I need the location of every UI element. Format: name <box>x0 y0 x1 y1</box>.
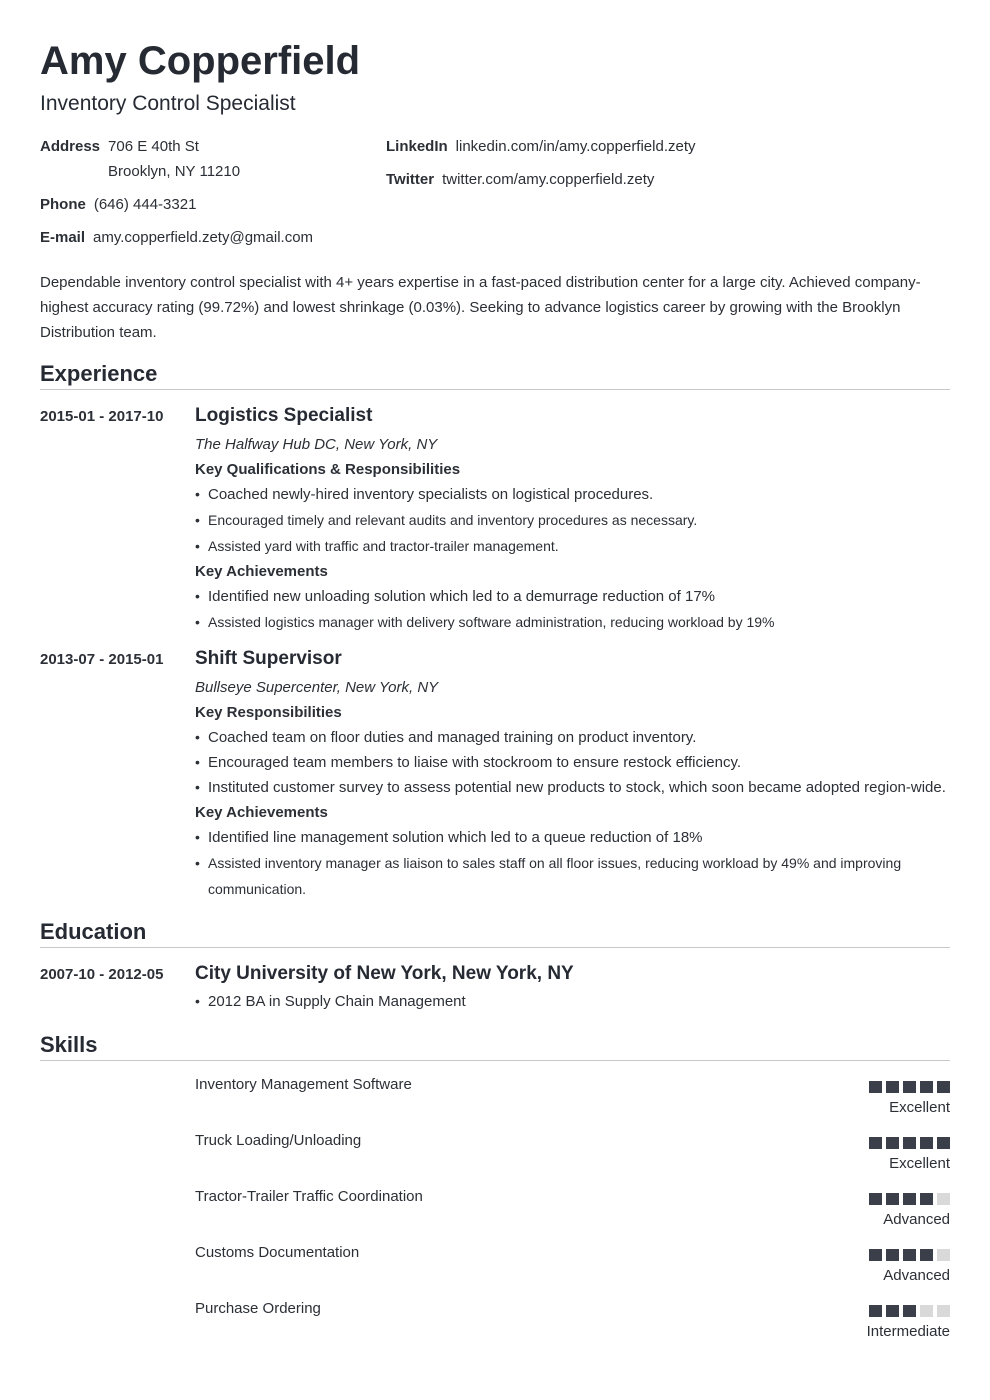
job-title-headline: Inventory Control Specialist <box>40 92 296 115</box>
rating-square-filled <box>920 1081 933 1093</box>
job-1-title: Logistics Specialist <box>195 405 373 426</box>
skill-name: Customs Documentation <box>195 1244 360 1261</box>
job-1-achievements-heading: Key Achievements <box>195 563 328 580</box>
job-1-company: The Halfway Hub DC, New York, NY <box>195 436 438 453</box>
education-details <box>195 989 955 1014</box>
skill-name: Truck Loading/Unloading <box>195 1132 362 1149</box>
twitter-block <box>386 167 654 192</box>
education-heading: Education <box>40 917 950 948</box>
email-label: E-mail <box>40 229 86 246</box>
rating-square-filled <box>903 1081 916 1093</box>
rating-square-filled <box>903 1137 916 1149</box>
address-line-2: Brooklyn, NY 11210 <box>108 163 241 180</box>
rating-square-filled <box>937 1081 950 1093</box>
list-item: • Instituted customer survey to assess potential new products to stock, which soon became adopted region-wide. <box>195 775 955 800</box>
job-2-responsibilities-heading: Key Responsibilities <box>195 704 342 721</box>
skill-level: Intermediate <box>866 1323 950 1340</box>
rating-square-filled <box>937 1137 950 1149</box>
job-2-company: Bullseye Supercenter, New York, NY <box>195 679 439 696</box>
job-2-entry <box>195 646 955 902</box>
job-2-achievements-heading: Key Achievements <box>195 804 328 821</box>
list-item: • Assisted inventory manager as liaison to sales staff on all floor issues, reducing workload by 49% and improving communication. <box>195 850 955 902</box>
rating-square-filled <box>886 1249 899 1261</box>
rating-square-filled <box>920 1249 933 1261</box>
list-item: • Encouraged team members to liaise with stockroom to ensure restock efficiency. <box>195 750 955 775</box>
rating-square-filled <box>886 1193 899 1205</box>
list-item: • Identified line management solution which led to a queue reduction of 18% <box>195 825 955 850</box>
twitter-label: Twitter <box>386 171 435 188</box>
skill-level: Excellent <box>889 1099 950 1116</box>
rating-square-empty <box>937 1305 950 1317</box>
skills-heading: Skills <box>40 1030 950 1061</box>
skill-row <box>195 1243 950 1293</box>
linkedin-label: LinkedIn <box>386 138 448 155</box>
job-1-entry <box>195 403 955 635</box>
job-2-dates: 2013-07 - 2015-01 <box>40 651 164 668</box>
experience-heading: Experience <box>40 359 950 390</box>
list-item: • Assisted yard with traffic and tractor-trailer management. <box>195 533 955 559</box>
job-1-responsibilities-heading: Key Qualifications & Responsibilities <box>195 461 461 478</box>
address-block <box>40 134 240 184</box>
phone-block <box>40 192 196 217</box>
twitter-value[interactable]: twitter.com/amy.copperfield.zety <box>442 171 655 188</box>
skill-level: Advanced <box>883 1211 950 1228</box>
job-2-achievements-list <box>195 825 955 902</box>
rating-square-empty <box>937 1193 950 1205</box>
skill-rating <box>865 1249 950 1261</box>
education-entry <box>195 961 955 1014</box>
skill-row <box>195 1299 950 1349</box>
rating-square-empty <box>937 1249 950 1261</box>
skill-level: Excellent <box>889 1155 950 1172</box>
rating-square-filled <box>886 1137 899 1149</box>
address-label: Address <box>40 138 101 155</box>
rating-square-filled <box>869 1305 882 1317</box>
linkedin-block <box>386 134 696 159</box>
address-line-1: 706 E 40th St <box>108 138 199 155</box>
skill-row <box>195 1187 950 1237</box>
rating-square-filled <box>903 1305 916 1317</box>
rating-square-filled <box>903 1193 916 1205</box>
rating-square-filled <box>886 1081 899 1093</box>
skill-row <box>195 1075 950 1125</box>
list-item: • 2012 BA in Supply Chain Management <box>195 989 955 1014</box>
list-item: • Coached newly-hired inventory specialists on logistical procedures. <box>195 482 955 507</box>
phone-label: Phone <box>40 196 86 213</box>
email-value[interactable]: amy.copperfield.zety@gmail.com <box>93 229 314 246</box>
skill-name: Purchase Ordering <box>195 1300 321 1317</box>
job-1-dates: 2015-01 - 2017-10 <box>40 408 164 425</box>
skill-name: Tractor-Trailer Traffic Coordination <box>195 1188 423 1205</box>
rating-square-filled <box>920 1193 933 1205</box>
skill-rating <box>865 1305 950 1317</box>
phone-value: (646) 444-3321 <box>93 196 197 213</box>
candidate-name: Amy Copperfield <box>40 39 361 83</box>
list-item: • Assisted logistics manager with delivery software administration, reducing workload by 19% <box>195 609 955 635</box>
skill-rating <box>865 1193 950 1205</box>
job-2-responsibilities-list <box>195 725 955 800</box>
rating-square-filled <box>869 1081 882 1093</box>
rating-square-empty <box>920 1305 933 1317</box>
education-school: City University of New York, New York, NY <box>195 963 574 984</box>
address-value <box>108 134 240 184</box>
rating-square-filled <box>869 1193 882 1205</box>
rating-square-filled <box>869 1249 882 1261</box>
skill-row <box>195 1131 950 1181</box>
rating-square-filled <box>886 1305 899 1317</box>
skill-name: Inventory Management Software <box>195 1076 412 1093</box>
skill-rating <box>865 1081 950 1093</box>
list-item: • Encouraged timely and relevant audits and inventory procedures as necessary. <box>195 507 955 533</box>
rating-square-filled <box>903 1249 916 1261</box>
job-2-title: Shift Supervisor <box>195 648 342 669</box>
job-1-achievements-list <box>195 584 955 635</box>
linkedin-value[interactable]: linkedin.com/in/amy.copperfield.zety <box>455 138 696 155</box>
job-1-responsibilities-list <box>195 482 955 559</box>
rating-square-filled <box>920 1137 933 1149</box>
email-block <box>40 225 313 250</box>
list-item: • Identified new unloading solution which led to a demurrage reduction of 17% <box>195 584 955 609</box>
education-dates: 2007-10 - 2012-05 <box>40 966 164 983</box>
profile-summary: Dependable inventory control specialist with 4+ years expertise in a fast-paced distribution center for a large city. Achieved company-highest accuracy rating (99.72%) and lowest shrinkage (0.03%). Seeking to advance logistics career by growing with the Brooklyn Distribution team. <box>40 274 921 341</box>
list-item: • Coached team on floor duties and managed training on product inventory. <box>195 725 955 750</box>
rating-square-filled <box>869 1137 882 1149</box>
skill-level: Advanced <box>883 1267 950 1284</box>
skill-rating <box>865 1137 950 1149</box>
